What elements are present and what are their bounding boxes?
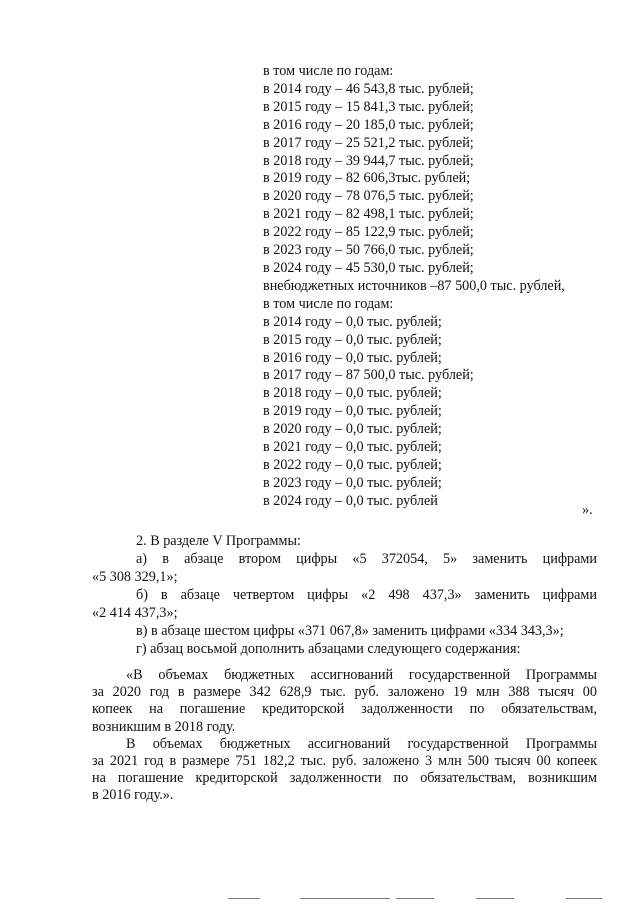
budget-year-line: в 2017 году – 25 521,2 тыс. рублей; [263, 134, 474, 151]
item-d: г) абзац восьмой дополнить абзацами следующего содержания: [136, 641, 521, 657]
quote-paragraph-1-line: возникшим в 2018 году. [92, 718, 236, 735]
budget-year-line: в 2021 году – 82 498,1 тыс. рублей; [263, 206, 474, 223]
bottom-rule [476, 898, 514, 899]
budget-year-line: в 2022 году – 85 122,9 тыс. рублей; [263, 224, 474, 241]
extrabudget-year-line: в 2020 году – 0,0 тыс. рублей; [263, 421, 442, 438]
section-2 [92, 532, 597, 658]
quote-paragraph-1-line: «В объемах бюджетных ассигнований государственной Программы [126, 667, 597, 683]
quote-paragraph-2-line: за 2021 год в размере 751 182,2 тыс. руб. заложено 3 млн 500 тысяч 00 копеек [92, 753, 597, 770]
quote-paragraph-2-line: В объемах бюджетных ассигнований государственной Программы [126, 735, 597, 752]
budget-year-line: в 2016 году – 20 185,0 тыс. рублей; [263, 116, 474, 133]
quote-paragraph-1-line: копеек на погашение кредиторской задолженности по обязательствам, [92, 701, 597, 718]
funding-by-year-column [263, 63, 603, 511]
extrabudget-year-line: в 2022 году – 0,0 тыс. рублей; [263, 456, 442, 473]
quote-paragraph-1-line: за 2020 год в размере 342 628,9 тыс. руб. заложено 19 млн 388 тысяч 00 [92, 684, 597, 701]
extrabudget-year-line: в 2023 году – 0,0 тыс. рублей; [263, 474, 442, 491]
extrabudget-year-line: в 2019 году – 0,0 тыс. рублей; [263, 403, 442, 420]
extrabudget-year-line: в 2018 году – 0,0 тыс. рублей; [263, 385, 442, 402]
budget-year-line: в 2024 году – 45 530,0 тыс. рублей; [263, 259, 474, 276]
budget-year-line: в 2014 году – 46 543,8 тыс. рублей; [263, 80, 474, 97]
bottom-rule [566, 898, 602, 899]
extrabudget-year-line: в 2016 году – 0,0 тыс. рублей; [263, 349, 442, 366]
extrabudget-total: внебюджетных источников –87 500,0 тыс. рублей, [263, 277, 565, 294]
inserted-paragraphs [92, 667, 597, 805]
quote-paragraph-2-line: на погашение кредиторской задолженности по обязательствам, возникшим [92, 770, 597, 787]
bottom-rule [228, 898, 260, 899]
extrabudget-year-line: в 2017 году – 87 500,0 тыс. рублей; [263, 367, 474, 384]
extrabudget-year-line: в 2015 году – 0,0 тыс. рублей; [263, 331, 442, 348]
section-heading: 2. В разделе V Программы: [136, 533, 301, 549]
extrabudget-year-line: в 2024 году – 0,0 тыс. рублей [263, 492, 438, 509]
extrabudget-intro: в том числе по годам: [263, 295, 394, 312]
extrabudget-year-line: в 2014 году – 0,0 тыс. рублей; [263, 313, 442, 330]
budget-year-line: в 2023 году – 50 766,0 тыс. рублей; [263, 242, 474, 259]
item-a-continuation: «5 308 329,1»; [92, 569, 178, 585]
budget-year-line: в 2015 году – 15 841,3 тыс. рублей; [263, 98, 474, 115]
budget-intro: в том числе по годам: [263, 63, 394, 79]
budget-year-line: в 2019 году – 82 606,3тыс. рублей; [263, 170, 471, 187]
item-b-continuation: «2 414 437,3»; [92, 605, 178, 621]
closing-quote-mark: ». [582, 502, 593, 518]
budget-year-line: в 2018 году – 39 944,7 тыс. рублей; [263, 152, 474, 169]
extrabudget-year-line: в 2021 году – 0,0 тыс. рублей; [263, 439, 442, 456]
bottom-rule [396, 898, 434, 899]
quote-paragraph-2-line: в 2016 году.». [92, 787, 174, 804]
bottom-rule [300, 898, 390, 899]
budget-year-line: в 2020 году – 78 076,5 тыс. рублей; [263, 188, 474, 205]
item-a: а) в абзаце втором цифры «5 372054, 5» заменить цифрами [136, 551, 597, 567]
item-b: б) в абзаце четвертом цифры «2 498 437,3» заменить цифрами [136, 587, 597, 603]
item-c: в) в абзаце шестом цифры «371 067,8» заменить цифрами «334 343,3»; [136, 623, 564, 639]
